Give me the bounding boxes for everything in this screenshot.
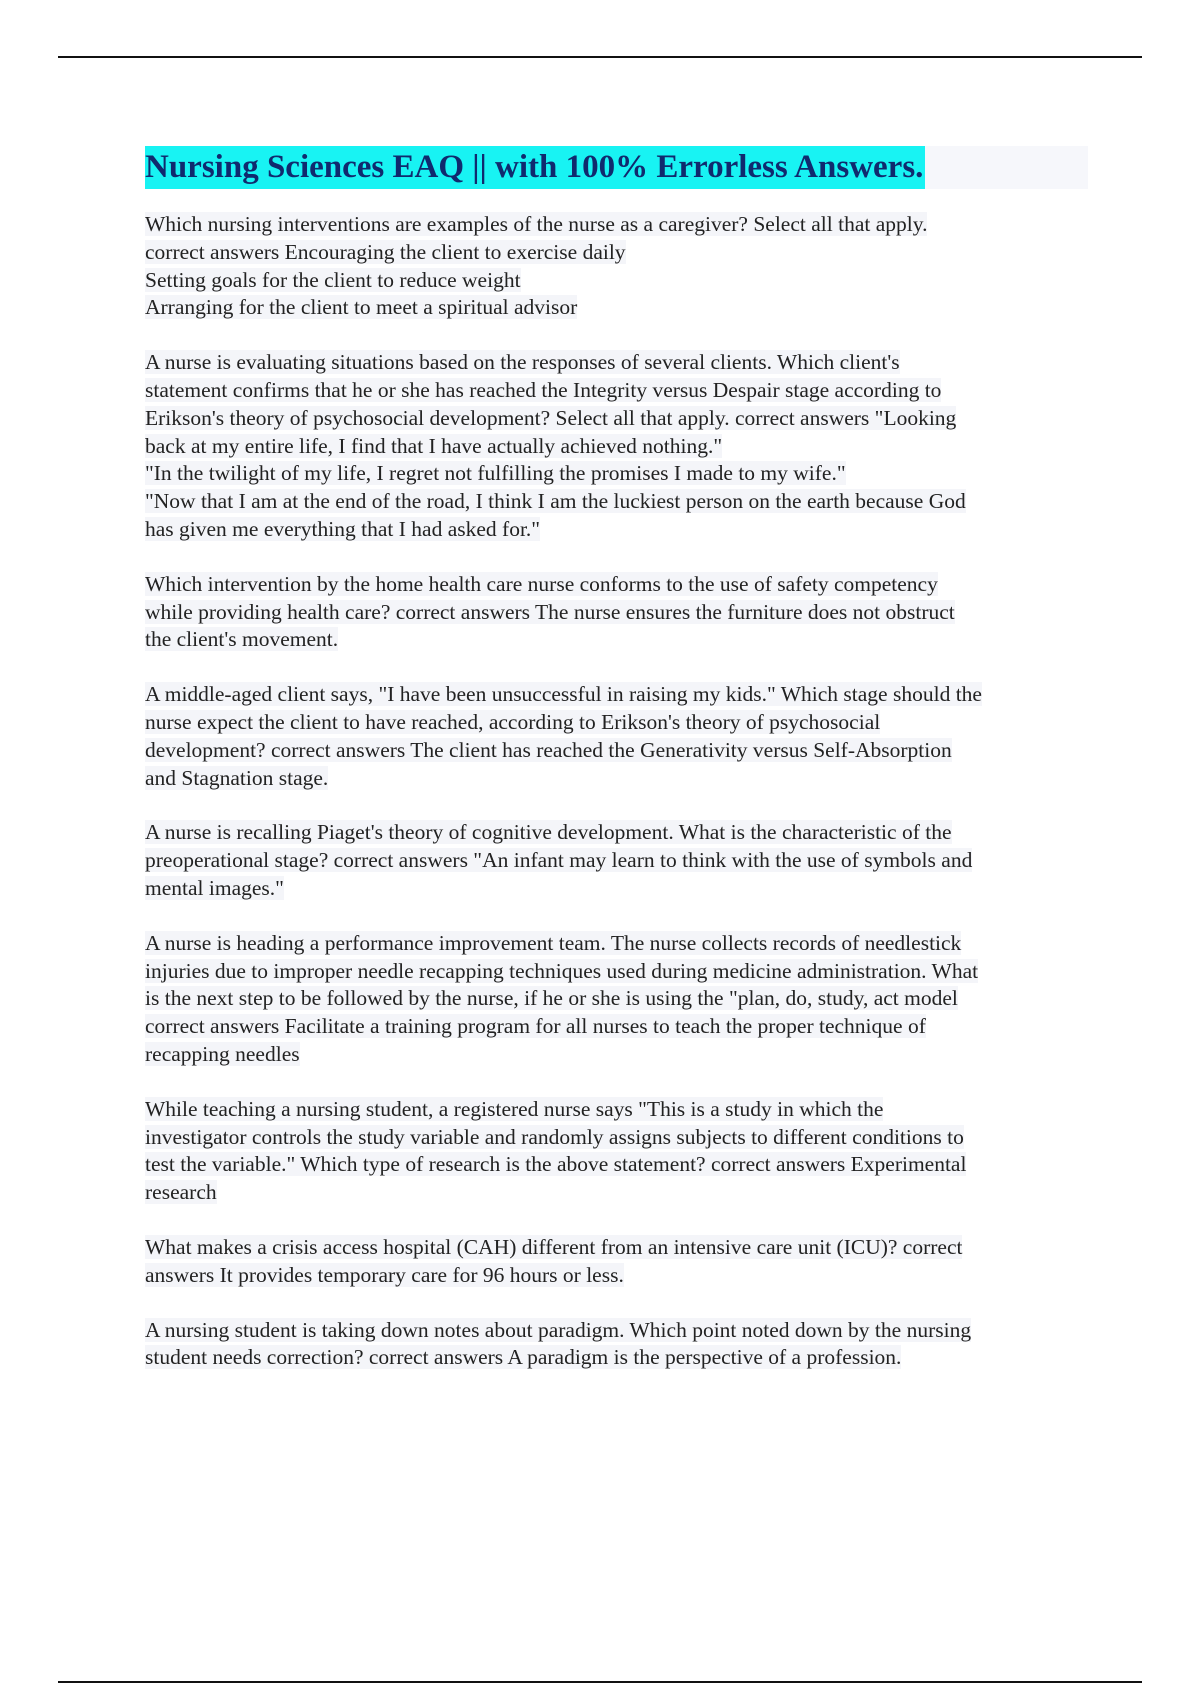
- qa-item: [145, 211, 1090, 322]
- qa-line: [145, 211, 1090, 239]
- qa-item: [145, 1234, 1090, 1290]
- qa-line: [145, 709, 1090, 737]
- qa-line-text: is the next step to be followed by the nurse, if he or she is using the "plan, do, study, act model: [145, 986, 958, 1011]
- qa-line: [145, 571, 1090, 599]
- qa-line: [145, 1344, 1090, 1372]
- qa-line-text: the client's movement.: [145, 627, 339, 652]
- qa-line: [145, 1317, 1090, 1345]
- top-rule: [58, 56, 1142, 58]
- qa-line: [145, 930, 1090, 958]
- qa-item: [145, 1317, 1090, 1373]
- document-title: Nursing Sciences EAQ || with 100% Errorless Answers.: [145, 146, 925, 189]
- qa-line-text: A nurse is recalling Piaget's theory of cognitive development. What is the characteristic of the: [145, 820, 952, 845]
- qa-line-text: correct answers Encouraging the client to exercise daily: [145, 239, 626, 264]
- qa-item: [145, 571, 1090, 654]
- qa-line: [145, 985, 1090, 1013]
- qa-line-text: Which intervention by the home health care nurse conforms to the use of safety competency: [145, 571, 938, 596]
- qa-line-text: mental images.": [145, 875, 284, 900]
- qa-line-text: investigator controls the study variable and randomly assigns subjects to different conditions to: [145, 1124, 964, 1149]
- qa-line-text: research: [145, 1180, 217, 1205]
- qa-line: [145, 433, 1090, 461]
- qa-line: [145, 488, 1090, 516]
- qa-line: [145, 377, 1090, 405]
- qa-line-text: correct answers Facilitate a training program for all nurses to teach the proper technique of: [145, 1014, 926, 1039]
- qa-line-text: development? correct answers The client has reached the Generativity versus Self-Absorption: [145, 737, 952, 762]
- qa-line: [145, 405, 1090, 433]
- qa-line: [145, 239, 1090, 267]
- qa-item: [145, 681, 1090, 792]
- qa-line-text: recapping needles: [145, 1041, 300, 1066]
- qa-line: [145, 349, 1090, 377]
- qa-line-text: back at my entire life, I find that I have actually achieved nothing.": [145, 433, 723, 458]
- qa-line: [145, 847, 1090, 875]
- qa-line-text: "In the twilight of my life, I regret not fulfilling the promises I made to my wife.": [145, 461, 846, 486]
- qa-line: [145, 267, 1090, 295]
- qa-line-text: Arranging for the client to meet a spiritual advisor: [145, 295, 578, 320]
- qa-line-text: A middle-aged client says, "I have been unsuccessful in raising my kids." Which stage should the: [145, 682, 982, 707]
- qa-line-text: What makes a crisis access hospital (CAH) different from an intensive care unit (ICU)? correct: [145, 1234, 963, 1259]
- qa-line: [145, 737, 1090, 765]
- qa-line-text: preoperational stage? correct answers "An infant may learn to think with the use of symbols and: [145, 848, 973, 873]
- qa-line: [145, 875, 1090, 903]
- qa-line-text: A nurse is evaluating situations based on the responses of several clients. Which client's: [145, 350, 900, 375]
- qa-line-text: student needs correction? correct answers A paradigm is the perspective of a profession.: [145, 1345, 902, 1370]
- qa-line-text: has given me everything that I had asked for.": [145, 516, 541, 541]
- qa-line-text: Which nursing interventions are examples of the nurse as a caregiver? Select all that apply.: [145, 212, 928, 236]
- qa-line-text: A nursing student is taking down notes about paradigm. Which point noted down by the nursing: [145, 1317, 972, 1342]
- bottom-rule: [58, 1681, 1142, 1683]
- qa-line: [145, 1041, 1090, 1069]
- qa-item: [145, 819, 1090, 902]
- qa-line: [145, 1262, 1090, 1290]
- qa-line: [145, 1234, 1090, 1262]
- qa-item: [145, 1096, 1090, 1207]
- qa-line: [145, 819, 1090, 847]
- qa-line: [145, 516, 1090, 544]
- qa-line-text: Setting goals for the client to reduce weight: [145, 267, 521, 292]
- qa-line: [145, 599, 1090, 627]
- qa-line: [145, 1179, 1090, 1207]
- qa-item: [145, 349, 1090, 544]
- qa-line: [145, 958, 1090, 986]
- qa-line: [145, 1013, 1090, 1041]
- document-body: [145, 146, 1090, 1399]
- qa-line: [145, 1124, 1090, 1152]
- qa-line-text: statement confirms that he or she has reached the Integrity versus Despair stage according to: [145, 377, 942, 402]
- qa-line-text: and Stagnation stage.: [145, 765, 329, 790]
- qa-line-text: Erikson's theory of psychosocial development? Select all that apply. correct answers "Looking: [145, 405, 957, 430]
- qa-line-text: A nurse is heading a performance improvement team. The nurse collects records of needlestick: [145, 930, 962, 955]
- qa-line-text: test the variable." Which type of research is the above statement? correct answers Experimental: [145, 1152, 967, 1177]
- qa-list: [145, 211, 1090, 1372]
- qa-line-text: nurse expect the client to have reached, according to Erikson's theory of psychosocial: [145, 709, 881, 734]
- qa-line-text: injuries due to improper needle recapping techniques used during medicine administration. What: [145, 958, 979, 983]
- qa-item: [145, 930, 1090, 1069]
- qa-line: [145, 294, 1090, 322]
- qa-line: [145, 460, 1090, 488]
- qa-line: [145, 626, 1090, 654]
- qa-line-text: "Now that I am at the end of the road, I think I am the luckiest person on the earth because God: [145, 489, 966, 514]
- qa-line-text: While teaching a nursing student, a registered nurse says "This is a study in which the: [145, 1096, 884, 1121]
- qa-line: [145, 765, 1090, 793]
- qa-line-text: while providing health care? correct answers The nurse ensures the furniture does not obstruct: [145, 599, 955, 624]
- title-band: [145, 146, 1088, 189]
- qa-line: [145, 1151, 1090, 1179]
- qa-line-text: answers It provides temporary care for 96 hours or less.: [145, 1262, 624, 1287]
- qa-line: [145, 1096, 1090, 1124]
- qa-line: [145, 681, 1090, 709]
